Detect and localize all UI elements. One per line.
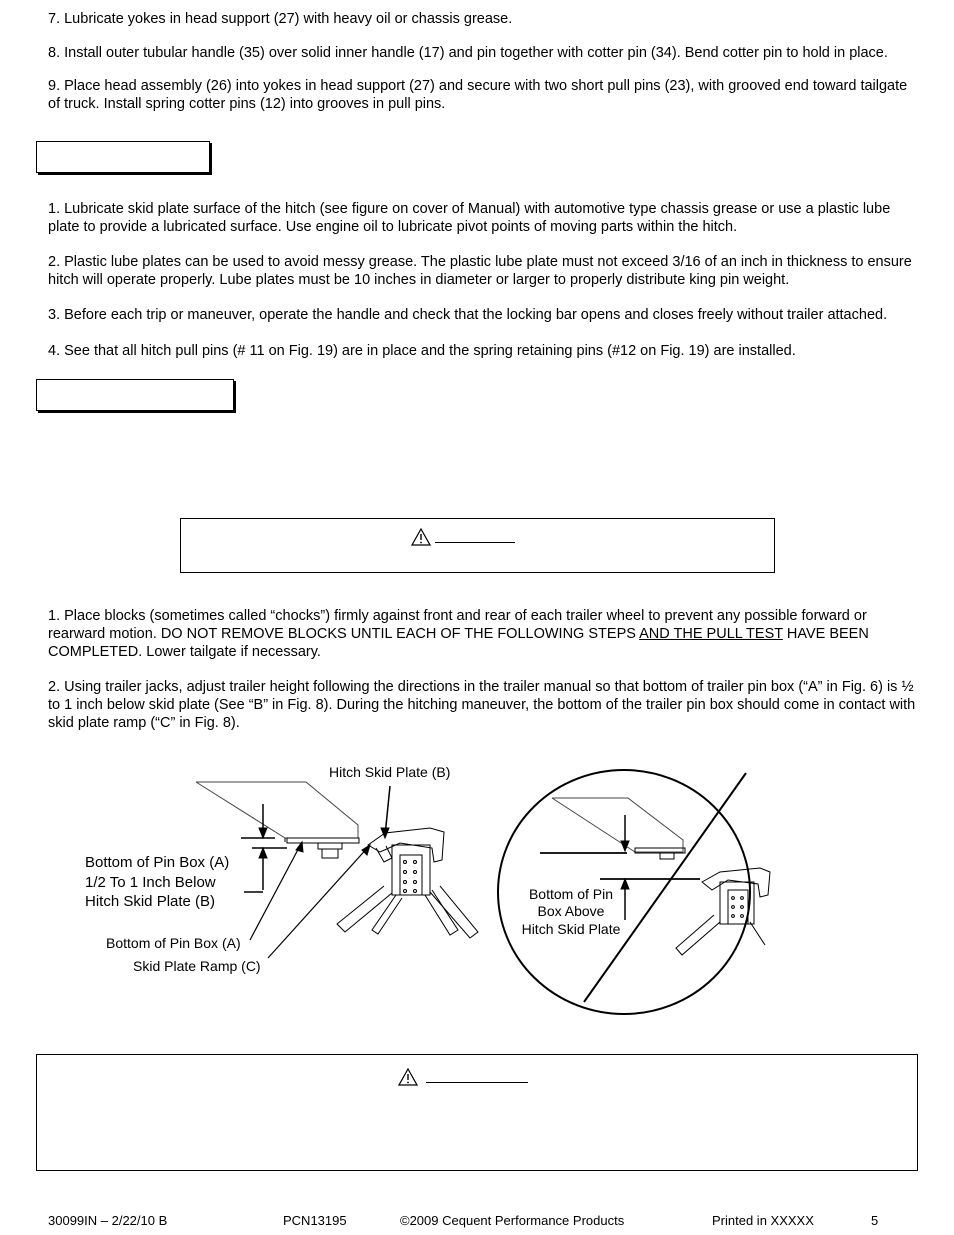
section-header-box-maintenance xyxy=(36,141,210,173)
label-bottom-pin-box-line3: Hitch Skid Plate (B) xyxy=(85,893,216,910)
label-bottom-pin-box-a: Bottom of Pin Box (A) xyxy=(106,935,241,951)
warning-triangle-icon xyxy=(398,1068,418,1086)
step-9: 9. Place head assembly (26) into yokes in head support (27) and secure with two short pull pins (23), with grooved end toward tailgate of truck. Install spring cotter pins (12) into grooves in pull pins. xyxy=(48,78,908,112)
section-header-box-hitching xyxy=(36,379,234,411)
maintenance-step-1: 1. Lubricate skid plate surface of the hitch (see figure on cover of Manual) with automotive type chassis grease or use a plastic lube plate to provide a lubricated surface. Use engine oil to lubricate pivot points of moving parts within the hitch. xyxy=(48,201,891,235)
hitching-step-1-underlined: AND THE PULL TEST xyxy=(639,626,783,642)
label-bottom-pin-box-line2: 1/2 To 1 Inch Below xyxy=(85,874,216,891)
label-hitch-skid-plate: Hitch Skid Plate (B) xyxy=(329,764,451,780)
warning-title-blank-2 xyxy=(426,1082,528,1083)
footer-copyright: ©2009 Cequent Performance Products xyxy=(400,1213,625,1228)
step-7: 7. Lubricate yokes in head support (27) with heavy oil or chassis grease. xyxy=(48,11,513,27)
footer-page-number: 5 xyxy=(871,1213,879,1228)
footer-pcn: PCN13195 xyxy=(283,1213,347,1228)
label-skid-plate-ramp: Skid Plate Ramp (C) xyxy=(133,958,261,974)
label-wrong-line3: Hitch Skid Plate xyxy=(521,921,621,937)
warning-triangle-icon xyxy=(411,528,431,546)
maintenance-step-4: 4. See that all hitch pull pins (# 11 on Fig. 19) are in place and the spring retaining pins (#12 on Fig. 19) are installed. xyxy=(48,343,796,359)
label-wrong-line2: Box Above xyxy=(537,903,605,919)
warning-title-blank xyxy=(435,542,515,543)
hitching-step-1-text: 1. Place blocks (sometimes called “chocks”) firmly against front and rear of each trailer wheel to prevent any possible forward or rearward motion. DO NOT REMOVE BLOCKS UNTIL EACH OF THE FOLLOWING STEPS xyxy=(48,608,867,642)
warning-box-1 xyxy=(180,518,775,573)
maintenance-step-2: 2. Plastic lube plates can be used to avoid messy grease. The plastic lube plate must not exceed 3/16 of an inch in thickness to ensure hitch will operate properly. Lube plates must be 10 inches in diameter or larger to properly distribute king pin weight. xyxy=(48,254,912,288)
step-8: 8. Install outer tubular handle (35) over solid inner handle (17) and pin together with cotter pin (34). Bend cotter pin to hold in place. xyxy=(48,45,888,61)
hitching-step-1 xyxy=(48,607,918,661)
maintenance-step-3: 3. Before each trip or maneuver, operate the handle and check that the locking bar opens and closes freely without trailer attached. xyxy=(48,307,888,323)
label-wrong-line1: Bottom of Pin xyxy=(528,886,614,902)
hitching-step-2: 2. Using trailer jacks, adjust trailer height following the directions in the trailer manual so that bottom of trailer pin box (“A” in Fig. 6) is ½ to 1 inch below skid plate (See “B” in Fig. 8). During the hitching maneuver, the bottom of the trailer pin box should come in contact with skid plate ramp (“C” in Fig. 8). xyxy=(48,679,916,731)
footer-doc-id: 30099IN – 2/22/10 B xyxy=(48,1213,168,1228)
label-bottom-pin-box-line1: Bottom of Pin Box (A) xyxy=(85,854,230,871)
footer-printed: Printed in XXXXX xyxy=(712,1213,814,1228)
hitching-step-1-text-end: HAVE BEEN COMPLETED. Lower tailgate if necessary. xyxy=(48,626,869,660)
warning-box-2 xyxy=(36,1054,918,1171)
